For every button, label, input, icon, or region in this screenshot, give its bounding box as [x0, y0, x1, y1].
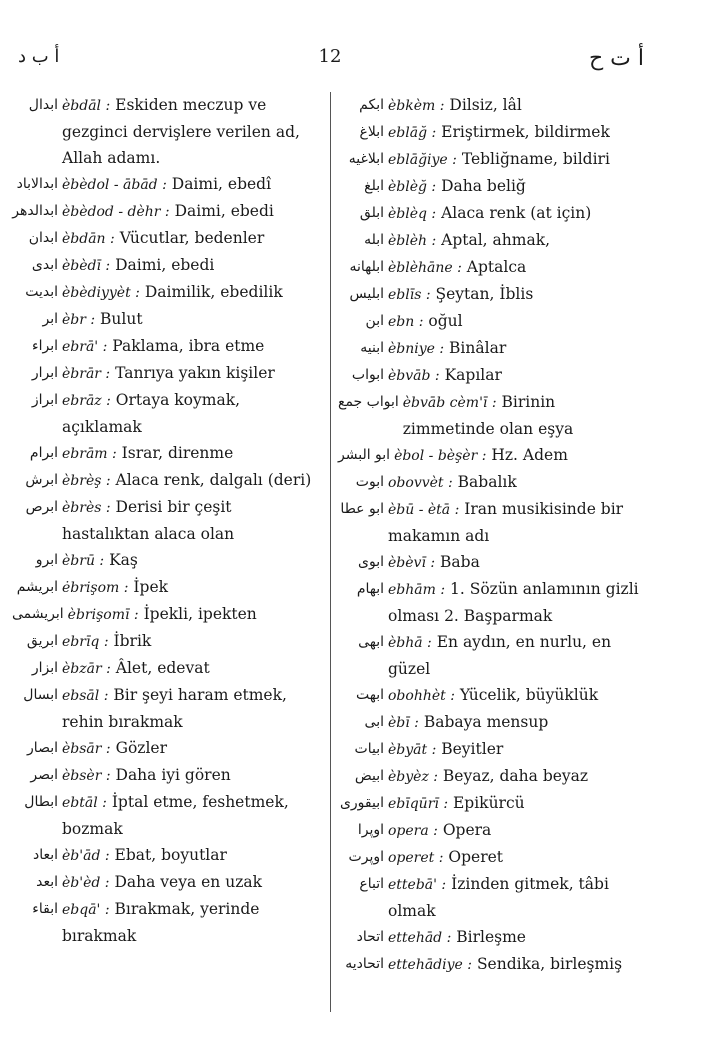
entry-text — [388, 92, 644, 119]
page-header — [0, 46, 706, 76]
page-number: 12 — [318, 46, 342, 67]
dictionary-entry — [338, 951, 644, 978]
entry-text — [62, 869, 322, 896]
dictionary-entry — [12, 842, 322, 869]
entry-definition: Sendika, birleşmiş — [476, 955, 623, 973]
entry-arabic-word: ابيات — [354, 741, 384, 757]
dictionary-entry — [12, 198, 322, 225]
entry-headword: èbrū : — [62, 553, 105, 569]
entry-text — [403, 389, 644, 442]
entry-headword: èbvāb cèm'ī : — [402, 395, 497, 411]
entry-arabic-word: ابكم — [359, 97, 384, 113]
entry-definition: Tanrıya yakın kişiler — [115, 364, 275, 382]
entry-text — [62, 225, 322, 252]
entry-definition: Eskiden meczup ve gezginci dervişlere verilen ad, Allah adamı. — [62, 96, 300, 167]
entry-definition: Derisi bir çeşit hastalıktan alaca olan — [62, 498, 235, 543]
entry-definition: Beyaz, daha beyaz — [442, 767, 589, 785]
entry-definition: Bir şeyi haram etmek, rehin bırakmak — [62, 686, 287, 731]
entry-definition: En aydın, en nurlu, en güzel — [388, 633, 612, 678]
entry-definition: Daimi, ebedi — [115, 256, 215, 274]
entry-arabic-word: ابزار — [31, 660, 58, 676]
entry-definition: oğul — [428, 312, 463, 330]
entry-definition: İzinden gitmek, tâbi olmak — [388, 875, 609, 920]
entry-definition: Vücutlar, bedenler — [119, 229, 265, 247]
entry-headword: ebīqūrī : — [388, 796, 449, 812]
entry-headword: èbniye : — [388, 341, 445, 357]
entry-definition: Alaca renk, dalgalı (deri) — [115, 471, 312, 489]
entry-text — [388, 281, 644, 308]
entry-definition: Opera — [442, 821, 492, 839]
entry-arabic-word: ابلغ — [364, 178, 384, 194]
entry-headword: èbol - bèşèr : — [394, 448, 487, 464]
entry-definition: İpekli, ipekten — [143, 605, 257, 623]
dictionary-entry — [12, 171, 322, 198]
entry-headword: ebsāl : — [62, 688, 109, 704]
entry-text — [62, 252, 322, 279]
entry-headword: ebn : — [388, 314, 424, 330]
entry-definition: Baba — [440, 553, 480, 571]
entry-arabic-word: ابعد — [36, 874, 58, 890]
entry-headword: ebtāl : — [62, 795, 107, 811]
dictionary-entry — [338, 335, 644, 362]
entry-text — [388, 682, 644, 709]
dictionary-entry — [338, 254, 644, 281]
entry-text — [388, 924, 644, 951]
entry-arabic-word: ابلهانه — [349, 259, 384, 275]
dictionary-entry — [12, 494, 322, 547]
entry-arabic-word: اتباع — [359, 876, 384, 892]
entry-arabic-word: ابرام — [29, 445, 58, 461]
entry-definition: Birleşme — [456, 928, 526, 946]
entry-text — [388, 200, 644, 227]
dictionary-entry — [338, 119, 644, 146]
entry-text — [62, 467, 322, 494]
dictionary-entry — [338, 817, 644, 844]
entry-headword: ebrām : — [62, 446, 117, 462]
entry-text — [388, 362, 644, 389]
entry-definition: Daimi, ebedi — [174, 202, 274, 220]
entry-headword: èbrèş : — [62, 473, 111, 489]
entry-text — [388, 709, 644, 736]
entry-headword: èbsār : — [62, 741, 111, 757]
entry-text — [62, 628, 322, 655]
entry-definition: Âlet, edevat — [115, 659, 210, 677]
entry-text — [388, 146, 644, 173]
dictionary-entry — [12, 655, 322, 682]
dictionary-entry — [338, 924, 644, 951]
entry-arabic-word: ابرار — [31, 365, 58, 381]
entry-headword: ėbrişom : — [62, 580, 129, 596]
dictionary-entry — [338, 629, 644, 682]
left-column — [12, 92, 322, 949]
entry-definition: Tebliğname, bildiri — [461, 150, 610, 168]
entry-definition: Iran musikisinde bir makamın adı — [388, 500, 624, 545]
entry-headword: ebqā' : — [62, 902, 110, 918]
entry-arabic-word: ابراء — [32, 338, 58, 354]
entry-headword: èbyèz : — [388, 769, 438, 785]
entry-definition: Aptal, ahmak, — [441, 231, 551, 249]
dictionary-entry — [12, 306, 322, 333]
entry-text — [62, 494, 322, 547]
entry-arabic-word: ابيض — [354, 768, 384, 784]
dictionary-entry — [338, 200, 644, 227]
entry-headword: èb'èd : — [62, 875, 110, 891]
dictionary-entry — [338, 308, 644, 335]
entry-text — [62, 333, 322, 360]
entry-headword: ettehād : — [388, 930, 452, 946]
entry-headword: èbvāb : — [388, 368, 440, 384]
entry-arabic-word: ابعاد — [32, 847, 58, 863]
right-column — [338, 92, 644, 978]
entry-headword: eblāğ : — [388, 125, 437, 141]
entry-headword: èblèh : — [388, 233, 437, 249]
dictionary-entry — [338, 469, 644, 496]
entry-arabic-word: ابرص — [25, 499, 58, 515]
entry-headword: operet : — [388, 850, 444, 866]
entry-headword: èbhā : — [388, 635, 432, 651]
entry-arabic-word: ابوى — [358, 554, 384, 570]
dictionary-entry — [12, 735, 322, 762]
entry-text — [62, 198, 322, 225]
entry-definition: Dilsiz, lâl — [449, 96, 522, 114]
entry-definition: Epikürcü — [452, 794, 525, 812]
entry-arabic-word: ابيقورى — [339, 795, 384, 811]
dictionary-entry — [12, 762, 322, 789]
dictionary-entry — [338, 844, 644, 871]
entry-text — [388, 817, 644, 844]
entry-headword: èbèdol - ābād : — [62, 177, 167, 193]
entry-definition: 1. Sözün anlamının gizli olması 2. Başparmak — [388, 580, 639, 625]
dictionary-entry — [12, 789, 322, 842]
entry-definition: İptal etme, feshetmek, bozmak — [62, 793, 289, 838]
entry-definition: Paklama, ibra etme — [112, 337, 265, 355]
entry-headword: ebrā' : — [62, 339, 108, 355]
header-left-letters: أ ب د — [18, 46, 60, 67]
dictionary-entry — [12, 574, 322, 601]
entry-definition: Daha iyi gören — [115, 766, 231, 784]
entry-arabic-word: ابريق — [26, 633, 58, 649]
entry-headword: ebrāz : — [62, 393, 111, 409]
entry-headword: èbèvī : — [388, 555, 436, 571]
entry-arabic-word: ابدال — [28, 97, 58, 113]
entry-text — [62, 547, 322, 574]
entry-definition: Ebat, boyutlar — [114, 846, 227, 864]
entry-arabic-word: ابو عطا — [340, 501, 384, 517]
dictionary-entry — [12, 333, 322, 360]
dictionary-entry — [12, 547, 322, 574]
entry-arabic-word: ابهت — [356, 687, 384, 703]
column-divider — [330, 92, 331, 1012]
entry-arabic-word: ابهى — [358, 634, 384, 650]
entry-headword: ebhām : — [388, 582, 446, 598]
dictionary-entry — [338, 736, 644, 763]
entry-definition: İbrik — [113, 632, 152, 650]
dictionary-entry — [338, 442, 644, 469]
dictionary-entry — [338, 92, 644, 119]
dictionary-entry — [12, 682, 322, 735]
entry-text — [388, 629, 644, 682]
entry-definition: Daha veya en uzak — [114, 873, 262, 891]
dictionary-entry — [12, 440, 322, 467]
dictionary-entry — [338, 709, 644, 736]
entry-headword: èbzār : — [62, 661, 111, 677]
entry-headword: èbsèr : — [62, 768, 111, 784]
entry-definition: İpek — [133, 578, 169, 596]
entry-definition: Daimilik, ebedilik — [144, 283, 283, 301]
entry-headword: èbdāl : — [62, 98, 111, 114]
dictionary-entry — [12, 92, 322, 171]
entry-arabic-word: ابريشم — [16, 579, 58, 595]
entry-headword: ebrīq : — [62, 634, 109, 650]
entry-text — [394, 442, 644, 469]
entry-arabic-word: اوپرت — [348, 849, 384, 865]
entry-definition: Israr, direnme — [121, 444, 234, 462]
entry-definition: Daha beliğ — [441, 177, 526, 195]
entry-arabic-word: ابرو — [35, 552, 58, 568]
entry-definition: Beyitler — [441, 740, 504, 758]
entry-arabic-word: ابقاء — [32, 901, 58, 917]
entry-arabic-word: ابدان — [28, 230, 58, 246]
entry-headword: èbèdiyyèt : — [62, 285, 140, 301]
entry-arabic-word: ابله — [364, 232, 384, 248]
entry-text — [388, 576, 644, 629]
dictionary-entry — [338, 576, 644, 629]
entry-arabic-word: ابصر — [30, 767, 58, 783]
header-right-letters: أ ت ح — [588, 46, 644, 71]
entry-text — [62, 360, 322, 387]
entry-text — [62, 574, 322, 601]
dictionary-entry — [338, 173, 644, 200]
entry-definition: Şeytan, İblis — [435, 285, 534, 303]
dictionary-entry — [338, 790, 644, 817]
entry-definition: Kapılar — [444, 366, 502, 384]
entry-arabic-word: ابى — [364, 714, 384, 730]
entry-text — [62, 896, 322, 949]
entry-arabic-word: اوپرا — [357, 822, 384, 838]
entry-headword: èbèdī : — [62, 258, 111, 274]
entry-arabic-word: ابرش — [25, 472, 58, 488]
entry-definition: Kaş — [109, 551, 138, 569]
entry-definition: Gözler — [115, 739, 167, 757]
dictionary-entry — [338, 763, 644, 790]
entry-arabic-word: ابطال — [24, 794, 58, 810]
dictionary-entry — [12, 387, 322, 440]
entry-arabic-word: ابراز — [31, 392, 58, 408]
entry-definition: Alaca renk (at için) — [441, 204, 592, 222]
entry-definition: Aptalca — [466, 258, 527, 276]
entry-text — [62, 655, 322, 682]
entry-text — [68, 601, 322, 628]
entry-headword: èbyāt : — [388, 742, 437, 758]
entry-text — [62, 842, 322, 869]
entry-definition: Babalık — [457, 473, 517, 491]
entry-definition: Babaya mensup — [423, 713, 549, 731]
entry-headword: opera : — [388, 823, 438, 839]
entry-text — [388, 308, 644, 335]
dictionary-entry — [12, 869, 322, 896]
entry-arabic-word: ابهام — [356, 581, 384, 597]
dictionary-entry — [12, 279, 322, 306]
dictionary-entry — [12, 252, 322, 279]
dictionary-entry — [338, 389, 644, 442]
entry-headword: ettebā' : — [388, 877, 447, 893]
entry-arabic-word: ابنيه — [360, 340, 384, 356]
entry-headword: èbrişomī : — [67, 607, 139, 623]
entry-headword: ettehādiye : — [388, 957, 472, 973]
entry-headword: obohhèt : — [388, 688, 455, 704]
entry-definition: Hz. Adem — [491, 446, 568, 464]
entry-text — [388, 119, 644, 146]
entry-arabic-word: ابسال — [23, 687, 58, 703]
entry-arabic-word: ابواب جمع — [338, 394, 399, 410]
dictionary-entry — [12, 467, 322, 494]
entry-text — [62, 789, 322, 842]
entry-text — [388, 496, 644, 549]
entry-arabic-word: ابديت — [25, 284, 58, 300]
dictionary-entry — [338, 227, 644, 254]
entry-text — [62, 171, 322, 198]
entry-text — [388, 549, 644, 576]
dictionary-entry — [338, 281, 644, 308]
dictionary-entry — [12, 628, 322, 655]
entry-arabic-word: ابلاغيه — [348, 151, 384, 167]
entry-arabic-word: ابصار — [27, 740, 58, 756]
entry-text — [388, 335, 644, 362]
entry-arabic-word: ابدالدهر — [12, 203, 58, 219]
entry-headword: èblèq : — [388, 206, 437, 222]
entry-headword: èblèhāne : — [388, 260, 462, 276]
entry-arabic-word: اتحاد — [356, 929, 384, 945]
entry-headword: èbèdod - dèhr : — [62, 204, 170, 220]
entry-headword: èbr : — [62, 312, 96, 328]
entry-text — [388, 790, 644, 817]
entry-text — [62, 92, 322, 171]
entry-arabic-word: ابن — [365, 313, 384, 329]
entry-text — [388, 763, 644, 790]
entry-definition: Birinin zimmetinde olan eşya — [402, 393, 574, 438]
entry-text — [62, 279, 322, 306]
dictionary-entry — [338, 146, 644, 173]
entry-arabic-word: ابريشمى — [12, 606, 64, 622]
entry-text — [62, 682, 322, 735]
dictionary-entry — [338, 682, 644, 709]
entry-definition: Ortaya koymak, açıklamak — [62, 391, 241, 436]
entry-headword: èb'ād : — [62, 848, 110, 864]
entry-definition: Eriştirmek, bildirmek — [441, 123, 610, 141]
entry-text — [388, 173, 644, 200]
dictionary-entry — [338, 549, 644, 576]
entry-arabic-word: ابلاغ — [359, 124, 384, 140]
entry-headword: èbrār : — [62, 366, 111, 382]
entry-text — [388, 469, 644, 496]
entry-arabic-word: ابدالاباد — [16, 176, 58, 192]
dictionary-entry — [338, 871, 644, 924]
entry-text — [388, 844, 644, 871]
entry-definition: Bırakmak, yerinde bırakmak — [62, 900, 260, 945]
dictionary-entry — [12, 896, 322, 949]
entry-text — [388, 254, 644, 281]
entry-text — [62, 735, 322, 762]
dictionary-entry — [12, 225, 322, 252]
entry-headword: èbkèm : — [388, 98, 445, 114]
entry-arabic-word: ابلق — [359, 205, 384, 221]
entry-arabic-word: ابوت — [355, 474, 384, 490]
entry-arabic-word: ابر — [42, 311, 58, 327]
entry-headword: èbī : — [388, 715, 419, 731]
dictionary-entry — [338, 496, 644, 549]
entry-definition: Daimi, ebedî — [171, 175, 272, 193]
entry-definition: Bulut — [100, 310, 143, 328]
entry-text — [62, 306, 322, 333]
entry-arabic-word: ابدى — [31, 257, 58, 273]
entry-headword: obovvèt : — [388, 475, 453, 491]
entry-arabic-word: اتحاديه — [345, 956, 384, 972]
entry-arabic-word: ابو البشر — [338, 447, 391, 463]
dictionary-entry — [12, 360, 322, 387]
dictionary-entry — [338, 362, 644, 389]
entry-definition: Yücelik, büyüklük — [459, 686, 599, 704]
entry-definition: Binâlar — [449, 339, 507, 357]
entry-arabic-word: ابليس — [349, 286, 384, 302]
entry-headword: èbdān : — [62, 231, 115, 247]
entry-text — [62, 440, 322, 467]
entry-definition: Operet — [448, 848, 504, 866]
entry-arabic-word: ابواب — [351, 367, 384, 383]
entry-headword: èbū - ètā : — [388, 502, 460, 518]
entry-headword: eblāğiye : — [388, 152, 457, 168]
entry-text — [388, 951, 644, 978]
entry-text — [62, 762, 322, 789]
entry-headword: èbrès : — [62, 500, 111, 516]
entry-text — [388, 227, 644, 254]
entry-headword: eblīs : — [388, 287, 431, 303]
entry-text — [388, 736, 644, 763]
dictionary-entry — [12, 601, 322, 628]
entry-text — [388, 871, 644, 924]
entry-text — [62, 387, 322, 440]
entry-headword: èblèğ : — [388, 179, 437, 195]
